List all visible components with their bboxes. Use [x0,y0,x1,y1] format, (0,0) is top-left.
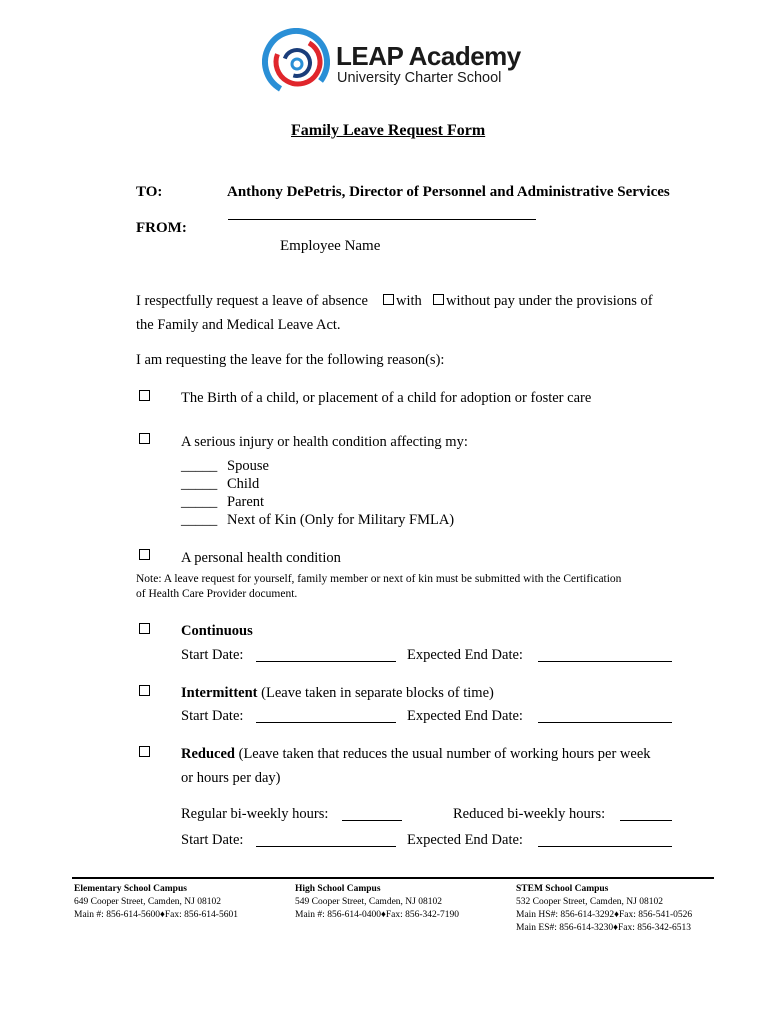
to-label: TO: [136,184,163,200]
intermittent-end-field[interactable] [538,708,672,723]
high-phones: Main #: 856-614-0400♦Fax: 856-342-7190 [295,910,459,920]
elementary-address: 649 Cooper Street, Camden, NJ 08102 [74,897,221,907]
continuous-end-label: Expected End Date: [407,647,523,663]
intermittent-start-field[interactable] [256,708,396,723]
high-address: 549 Cooper Street, Camden, NJ 08102 [295,897,442,907]
reason-injury: A serious injury or health condition affecting my: [181,434,468,450]
child-label: Child [227,476,260,492]
without-pay-checkbox[interactable] [433,294,444,305]
to-value: Anthony DePetris, Director of Personnel and Administrative Services [227,184,670,200]
note-line-1: Note: A leave request for yourself, family member or next of kin must be submitted with the Certification [136,573,622,585]
parent-label: Parent [227,494,265,510]
child-blank[interactable]: _____ [181,476,218,492]
reduced-label: Reduced [181,746,235,762]
request-text-2: the Family and Medical Leave Act. [136,317,341,333]
stem-address: 532 Cooper Street, Camden, NJ 08102 [516,897,663,907]
elementary-title: Elementary School Campus [74,884,187,894]
stem-phones: Main HS#: 856-614-3292♦Fax: 856-541-0526 [516,910,693,920]
stem-phones-2: Main ES#: 856-614-3230♦Fax: 856-342-6513 [516,923,692,933]
spouse-label: Spouse [227,458,269,474]
stem-title: STEM School Campus [516,884,609,894]
footer-stem [516,883,692,935]
continuous-start-label: Start Date: [181,647,244,663]
birth-checkbox[interactable] [139,390,150,401]
form-title: Family Leave Request Form [291,122,486,139]
parent-blank[interactable]: _____ [181,494,218,510]
employee-name-field[interactable] [228,219,536,220]
reduced-text [181,746,651,763]
reduced-checkbox[interactable] [139,746,150,757]
reasons-intro: I am requesting the leave for the following reason(s): [136,352,445,368]
footer-elementary [74,883,238,922]
intermittent-text [181,685,494,702]
without-label: without pay under the provisions of [446,293,653,309]
continuous-start-field[interactable] [256,647,396,662]
reduced-hours-field[interactable] [620,806,672,821]
footer-divider [72,877,714,879]
kin-label: Next of Kin (Only for Military FMLA) [227,512,455,528]
kin-blank[interactable]: _____ [181,512,218,528]
with-label: with [396,293,422,309]
reduced-start-label: Start Date: [181,832,244,848]
reduced-end-field[interactable] [538,832,672,847]
intermittent-checkbox[interactable] [139,685,150,696]
reason-personal: A personal health condition [181,550,341,566]
intermittent-end-label: Expected End Date: [407,708,523,724]
leap-spiral-icon [262,28,330,96]
employee-name-caption: Employee Name [280,238,381,254]
logo-subtitle: University Charter School [337,70,502,86]
from-label: FROM: [136,220,187,236]
spouse-blank[interactable]: _____ [181,458,218,474]
reduced-start-field[interactable] [256,832,396,847]
intermittent-desc: (Leave taken in separate blocks of time) [257,685,494,701]
continuous-end-field[interactable] [538,647,672,662]
intermittent-start-label: Start Date: [181,708,244,724]
reason-birth: The Birth of a child, or placement of a child for adoption or foster care [181,390,592,406]
personal-checkbox[interactable] [139,549,150,560]
reduced-desc-2: or hours per day) [181,770,281,786]
continuous-checkbox[interactable] [139,623,150,634]
logo-title: LEAP Academy [336,41,521,71]
regular-hours-field[interactable] [342,806,402,821]
intermittent-label: Intermittent [181,685,258,701]
note-line-2: of Health Care Provider document. [136,588,298,600]
reduced-end-label: Expected End Date: [407,832,523,848]
reduced-desc: (Leave taken that reduces the usual number of working hours per week [234,746,651,762]
request-text-1: I respectfully request a leave of absence [136,293,368,309]
injury-checkbox[interactable] [139,433,150,444]
continuous-label: Continuous [181,623,253,639]
with-pay-checkbox[interactable] [383,294,394,305]
regular-hours-label: Regular bi-weekly hours: [181,806,329,822]
reduced-hours-label: Reduced bi-weekly hours: [453,806,606,822]
footer-high [295,883,459,922]
high-title: High School Campus [295,884,381,894]
elementary-phones: Main #: 856-614-5600♦Fax: 856-614-5601 [74,910,238,920]
